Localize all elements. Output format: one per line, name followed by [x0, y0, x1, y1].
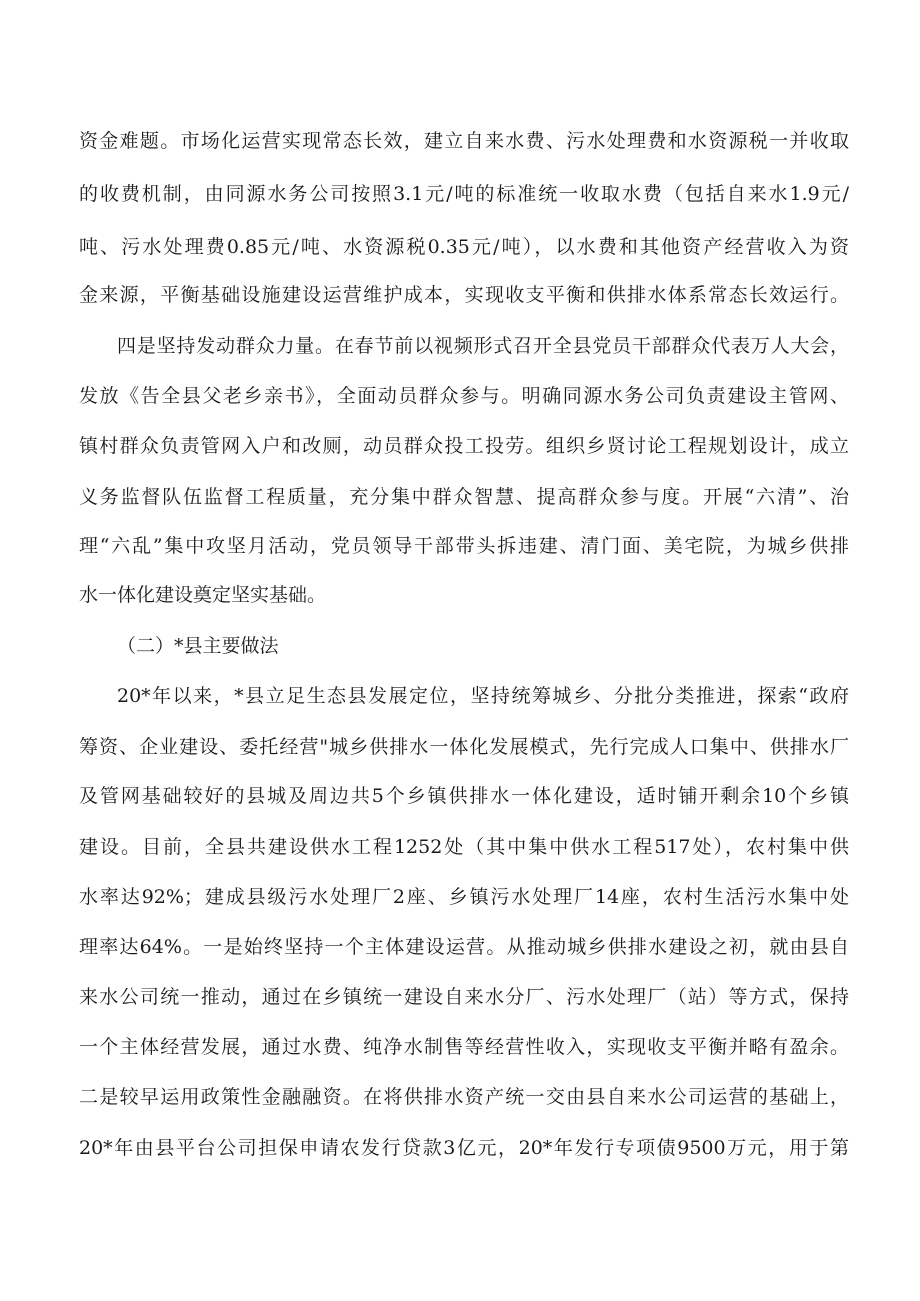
- paragraph-1-line-4: 金来源，平衡基础设施建设运营维护成本，实现收支平衡和供排水体系常态长效运行。: [79, 284, 849, 306]
- paragraph-3-line-9: 二是较早运用政策性金融融资。在将供排水资产统一交由县自来水公司运营的基础上，: [79, 1086, 849, 1108]
- paragraph-3-line-6: 理率达64%。一是始终坚持一个主体建设运营。从推动城乡供排水建设之初，就由县自: [79, 936, 849, 958]
- paragraph-1-line-2: 的收费机制，由同源水务公司按照3.1元/吨的标准统一收取水费（包括自来水1.9元/: [79, 183, 849, 205]
- paragraph-2-line-4: 义务监督队伍监督工程质量，充分集中群众智慧、提高群众参与度。开展“六清”、治: [79, 486, 849, 508]
- paragraph-3-line-10: 20*年由县平台公司担保申请农发行贷款3亿元，20*年发行专项债9500万元，用于第: [79, 1137, 849, 1159]
- paragraph-2-line-2: 发放《告全县父老乡亲书》，全面动员群众参与。明确同源水务公司负责建设主管网、: [79, 385, 849, 407]
- paragraph-1-line-1: 资金难题。市场化运营实现常态长效，建立自来水费、污水处理费和水资源税一并收取: [79, 130, 849, 152]
- paragraph-3-line-3: 及管网基础较好的县城及周边共5个乡镇供排水一体化建设，适时铺开剩余10个乡镇: [79, 785, 849, 807]
- paragraph-2-line-6: 水一体化建设奠定坚实基础。: [79, 584, 327, 606]
- paragraph-3-line-2: 筹资、企业建设、委托经营"城乡供排水一体化发展模式，先行完成人口集中、供排水厂: [79, 736, 849, 758]
- paragraph-3-line-4: 建设。目前，全县共建设供水工程1252处（其中集中供水工程517处），农村集中供: [79, 836, 849, 858]
- paragraph-3-line-5: 水率达92%；建成县级污水处理厂2座、乡镇污水处理厂14座，农村生活污水集中处: [79, 886, 849, 908]
- paragraph-2-line-1: 四是坚持发动群众力量。在春节前以视频形式召开全县党员干部群众代表万人大会，: [117, 335, 849, 357]
- paragraph-3-line-8: 一个主体经营发展，通过水费、纯净水制售等经营性收入，实现收支平衡并略有盈余。: [79, 1036, 849, 1058]
- paragraph-1-line-3: 吨、污水处理费0.85元/吨、水资源税0.35元/吨），以水费和其他资产经营收入为资: [79, 236, 849, 258]
- paragraph-2-line-3: 镇村群众负责管网入户和改厕，动员群众投工投劳。组织乡贤讨论工程规划设计，成立: [79, 435, 849, 457]
- paragraph-2-line-5: 理“六乱”集中攻坚月活动，党员领导干部带头拆违建、清门面、美宅院，为城乡供排: [79, 535, 849, 557]
- paragraph-3-line-1: 20*年以来，*县立足生态县发展定位，坚持统筹城乡、分批分类推进，探索“政府: [117, 685, 849, 707]
- section-heading: （二）*县主要做法: [117, 635, 279, 657]
- paragraph-3-line-7: 来水公司统一推动，通过在乡镇统一建设自来水分厂、污水处理厂（站）等方式，保持: [79, 986, 849, 1008]
